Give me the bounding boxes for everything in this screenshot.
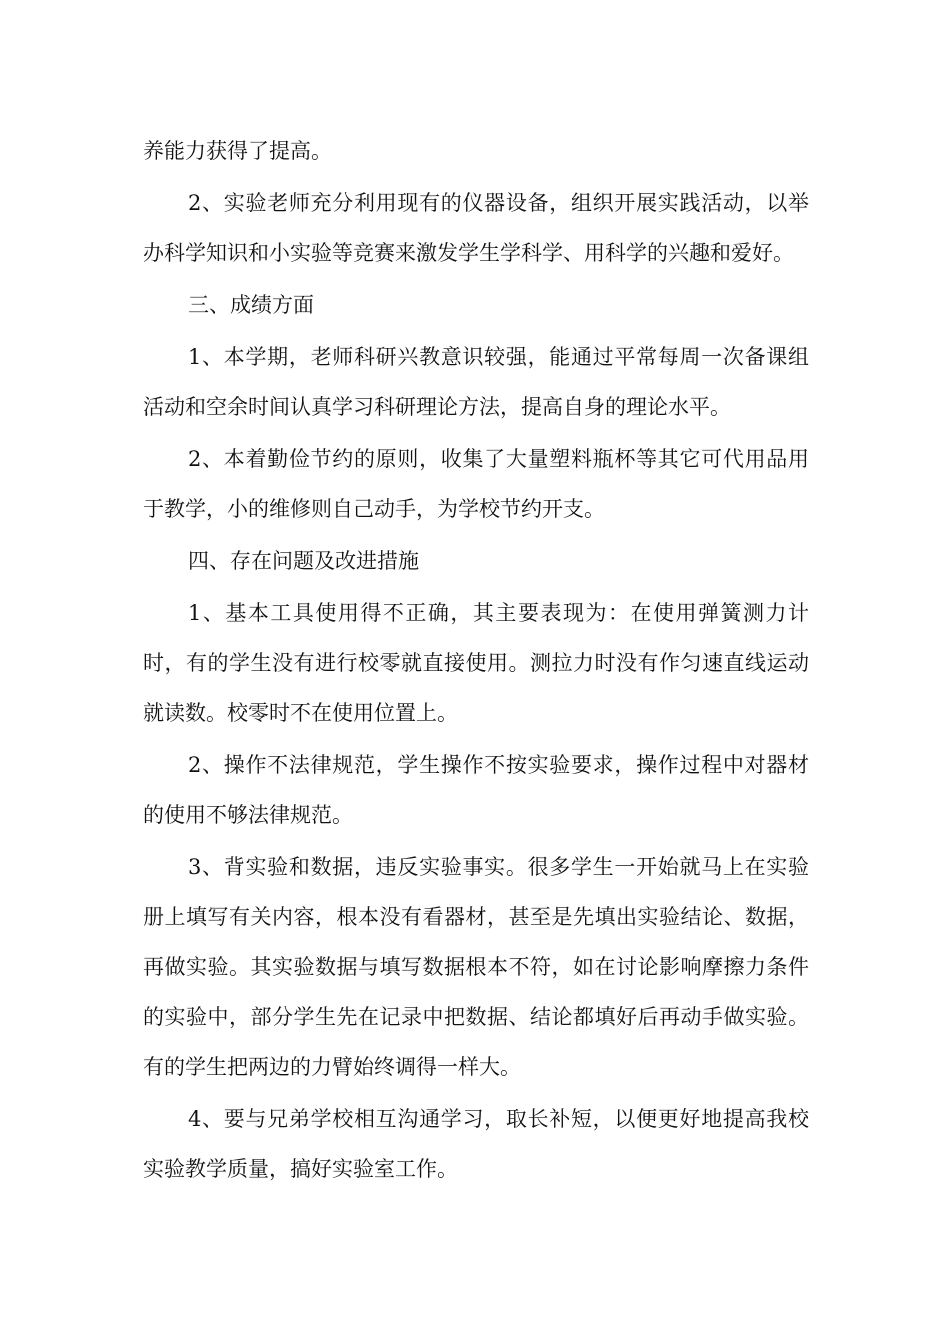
section-heading-problems: 四、存在问题及改进措施 [188, 549, 419, 573]
paragraph-problems-2: 2、操作不法律规范，学生操作不按实验要求，操作过程中对器材的使用不够法律规范。 [143, 753, 809, 827]
paragraph-problems-4: 4、要与兄弟学校相互沟通学习，取长补短，以便更好地提高我校实验教学质量，搞好实验室工作。 [143, 1107, 809, 1181]
document-page [143, 126, 809, 1196]
paragraph-results-2: 2、本着勤俭节约的原则，收集了大量塑料瓶杯等其它可代用品用于教学，小的维修则自己动手，为学校节约开支。 [143, 447, 809, 521]
paragraph-problems-1: 1、基本工具使用得不正确，其主要表现为：在使用弹簧测力计时，有的学生没有进行校零就直接使用。测拉力时没有作匀速直线运动就读数。校零时不在使用位置上。 [143, 601, 809, 725]
section-heading-results: 三、成绩方面 [188, 293, 314, 317]
paragraph-results-1: 1、本学期，老师科研兴教意识较强，能通过平常每周一次备课组活动和空余时间认真学习科研理论方法，提高自身的理论水平。 [143, 345, 809, 419]
paragraph-continuation: 养能力获得了提高。 [143, 139, 332, 163]
paragraph-item-2-activities: 2、实验老师充分利用现有的仪器设备，组织开展实践活动，以举办科学知识和小实验等竞赛来激发学生学科学、用科学的兴趣和爱好。 [143, 191, 809, 265]
paragraph-problems-3: 3、背实验和数据，违反实验事实。很多学生一开始就马上在实验册上填写有关内容，根本没有看器材，甚至是先填出实验结论、数据，再做实验。其实验数据与填写数据根本不符，如在讨论影响摩擦力条件的实验中，部分学生先在记录中把数据、结论都填好后再动手做实验。有的学生把两边的力臂始终调得一样大。 [143, 855, 809, 1079]
